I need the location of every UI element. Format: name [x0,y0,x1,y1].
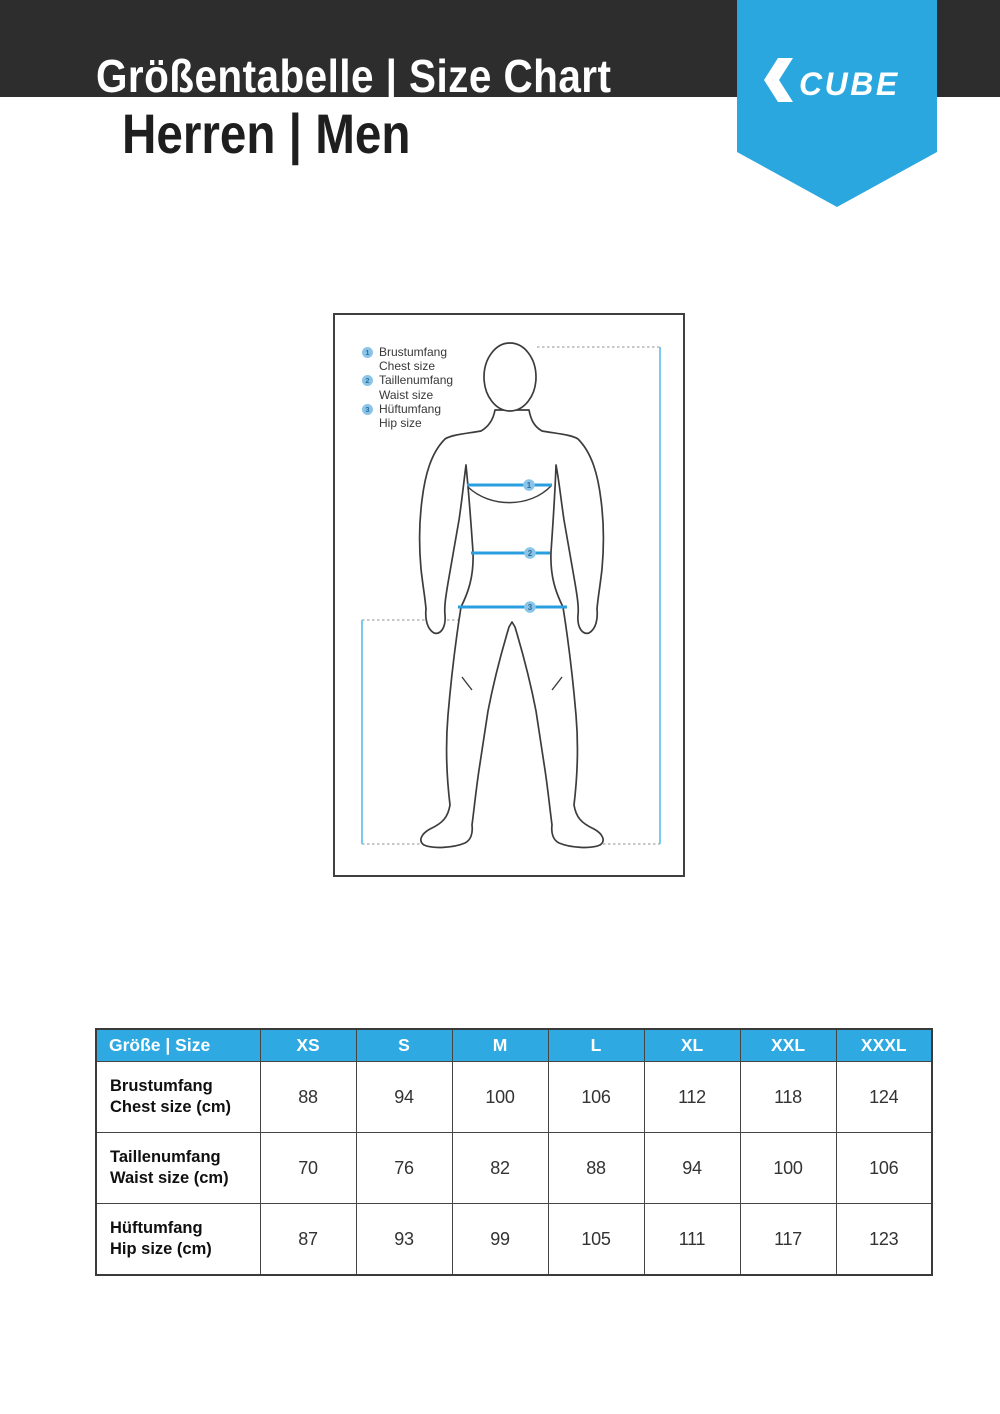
column-header-xxxl: XXXL [836,1029,932,1062]
row-label-hip [96,1204,260,1276]
column-header-s: S [356,1029,452,1062]
cell-value: 111 [644,1204,740,1276]
marker-2: 2 [527,549,533,558]
legend-item-chest [362,345,532,373]
cell-value: 76 [356,1133,452,1204]
cell-value: 123 [836,1204,932,1276]
cell-value: 112 [644,1062,740,1133]
legend-badge-2: 2 [362,375,373,386]
legend-translation: Chest size [379,359,436,374]
column-header-xl: XL [644,1029,740,1062]
cell-value: 94 [356,1062,452,1133]
measurement-diagram [333,313,685,877]
body-silhouette [420,410,604,847]
cell-value: 70 [260,1133,356,1204]
legend-translation: Hip size [379,416,422,431]
cell-value: 94 [644,1133,740,1204]
legend-item-waist [362,373,532,401]
row-term: Hüftumfang [110,1219,203,1237]
cell-value: 88 [548,1133,644,1204]
legend-badge-1: 1 [362,347,373,358]
row-label: Waist size (cm) [110,1169,229,1187]
cell-value: 100 [740,1133,836,1204]
cell-value: 82 [452,1133,548,1204]
legend-term: Taillenumfang [379,373,454,388]
brand-ribbon [737,0,937,207]
row-label: Chest size (cm) [110,1098,232,1116]
column-header-xxl: XXL [740,1029,836,1062]
cell-value: 124 [836,1062,932,1133]
cell-value: 93 [356,1204,452,1276]
cell-value: 106 [836,1133,932,1204]
cell-value: 87 [260,1204,356,1276]
cell-value: 100 [452,1062,548,1133]
legend-badge-3: 3 [362,404,373,415]
cell-value: 106 [548,1062,644,1133]
table-row-waist [96,1133,932,1204]
marker-1: 1 [526,481,532,490]
column-header-xs: XS [260,1029,356,1062]
legend-item-hip [362,402,532,430]
row-term: Taillenumfang [110,1148,221,1166]
row-term: Brustumfang [110,1077,213,1095]
table-row-hip [96,1204,932,1276]
cell-value: 99 [452,1204,548,1276]
row-label-waist [96,1133,260,1204]
cell-value: 117 [740,1204,836,1276]
measurement-legend [362,345,532,430]
legend-term: Hüftumfang [379,401,442,416]
row-label: Hip size (cm) [110,1240,212,1258]
marker-3: 3 [527,603,533,612]
cell-value: 88 [260,1062,356,1133]
cube-logo-text: CUBE [799,66,900,102]
legend-term: Brustumfang [379,345,448,359]
legend-translation: Waist size [379,387,434,402]
size-table [95,1028,933,1276]
cell-value: 118 [740,1062,836,1133]
column-header-m: M [452,1029,548,1062]
page-title: Größentabelle | Size Chart [96,50,612,102]
column-header-size: Größe | Size [96,1029,260,1062]
brand-ribbon-shape [737,0,937,207]
column-header-l: L [548,1029,644,1062]
row-label-chest [96,1062,260,1133]
page-subtitle: Herren | Men [122,102,411,165]
table-row-chest [96,1062,932,1133]
size-table-header-row [96,1029,932,1062]
cell-value: 105 [548,1204,644,1276]
